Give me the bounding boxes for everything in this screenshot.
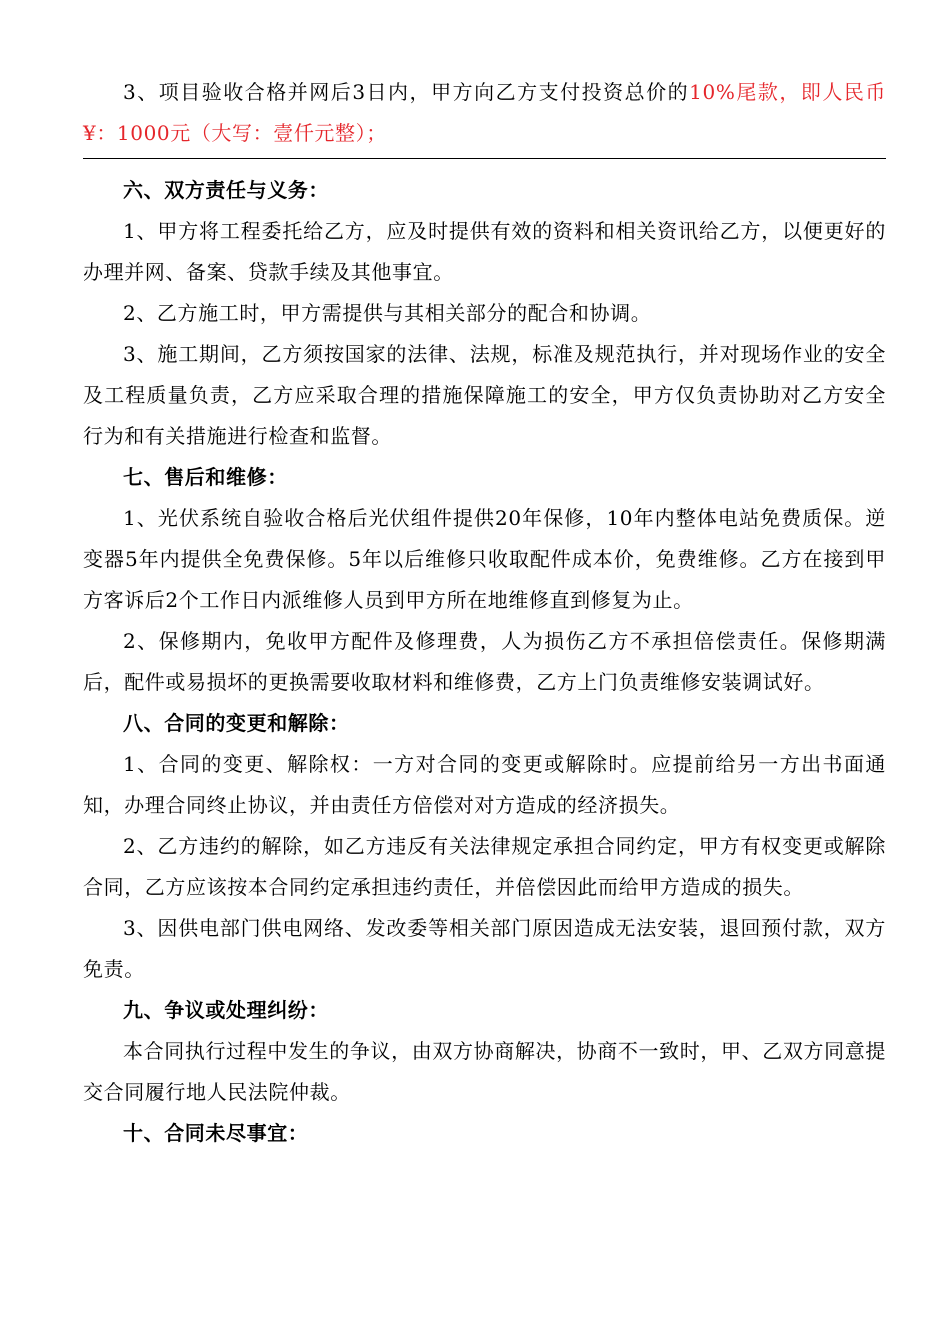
horizontal-rule bbox=[83, 158, 886, 159]
payment-clause-3 bbox=[83, 72, 886, 154]
final-payment-amount: 即人民币¥：1000元（大写：壹仟元整）； bbox=[83, 80, 886, 145]
section-7-para-2: 2、保修期内，免收甲方配件及修理费，人为损伤乙方不承担倍偿责任。保修期满后，配件或易损坏的更换需要收取材料和维修费，乙方上门负责维修安装调试好。 bbox=[83, 629, 886, 694]
section-6-para-2: 2、乙方施工时，甲方需提供与其相关部分的配合和协调。 bbox=[123, 301, 652, 325]
section-7-heading: 七、售后和维修： bbox=[123, 465, 288, 489]
payment-comma: ， bbox=[779, 80, 801, 104]
section-9-heading: 九、争议或处理纠纷： bbox=[123, 998, 329, 1022]
final-payment-percent: 10%尾款 bbox=[689, 80, 780, 104]
section-10-heading: 十、合同未尽事宜： bbox=[123, 1121, 309, 1145]
section-6-para-1: 1、甲方将工程委托给乙方，应及时提供有效的资料和相关资讯给乙方，以便更好的办理并网、备案、贷款手续及其他事宜。 bbox=[83, 219, 886, 284]
section-7-para-1: 1、光伏系统自验收合格后光伏组件提供20年保修，10年内整体电站免费质保。逆变器5年内提供全免费保修。5年以后维修只收取配件成本价，免费维修。乙方在接到甲方客诉后2个工作日内派维修人员到甲方所在地维修直到修复为止。 bbox=[83, 506, 886, 612]
section-8-heading: 八、合同的变更和解除： bbox=[123, 711, 350, 735]
section-8-para-3: 3、因供电部门供电网络、发改委等相关部门原因造成无法安装，退回预付款，双方免责。 bbox=[83, 916, 886, 981]
section-6-para-3: 3、施工期间，乙方须按国家的法律、法规，标准及规范执行，并对现场作业的安全及工程质量负责，乙方应采取合理的措施保障施工的安全，甲方仅负责协助对乙方安全行为和有关措施进行检查和监督。 bbox=[83, 342, 886, 448]
document-body bbox=[83, 72, 886, 1154]
section-9-para-1: 本合同执行过程中发生的争议，由双方协商解决，协商不一致时，甲、乙双方同意提交合同履行地人民法院仲裁。 bbox=[83, 1039, 886, 1104]
payment-clause-3-text: 3、项目验收合格并网后3日内，甲方向乙方支付投资总价的 bbox=[123, 80, 690, 104]
section-8-para-2: 2、乙方违约的解除，如乙方违反有关法律规定承担合同约定，甲方有权变更或解除合同，乙方应该按本合同约定承担违约责任，并倍偿因此而给甲方造成的损失。 bbox=[83, 834, 886, 899]
section-8-para-1: 1、合同的变更、解除权：一方对合同的变更或解除时。应提前给另一方出书面通知，办理合同终止协议，并由责任方倍偿对对方造成的经济损失。 bbox=[83, 752, 886, 817]
section-6-heading: 六、双方责任与义务： bbox=[123, 178, 329, 202]
